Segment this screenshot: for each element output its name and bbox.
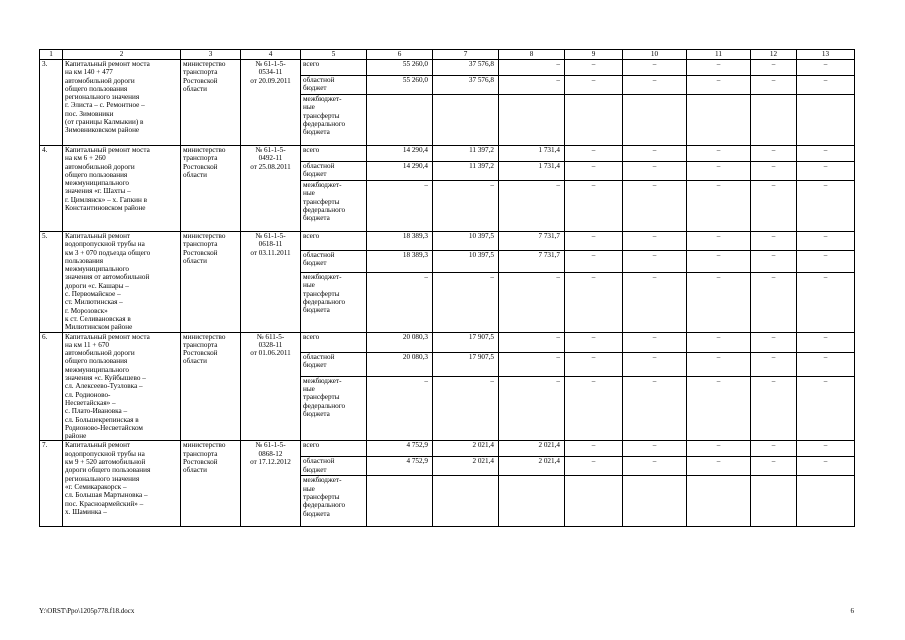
amount-cell (687, 95, 751, 146)
column-number-9: 9 (565, 50, 623, 60)
amount-cell: – (751, 146, 797, 162)
funding-source: межбюджет- ные трансферты федерального бюджета (301, 376, 367, 441)
amount-cell: – (751, 76, 797, 95)
row-number: 3. (40, 60, 63, 146)
amount-cell: – (623, 376, 687, 441)
amount-cell: 7 731,7 (499, 250, 565, 272)
amount-cell: 17 907,5 (433, 332, 499, 352)
amount-cell: – (499, 181, 565, 232)
amount-cell: – (797, 76, 855, 95)
page-footer (39, 607, 854, 615)
amount-cell: – (499, 352, 565, 376)
column-number-4: 4 (241, 50, 301, 60)
amount-cell: – (797, 146, 855, 162)
amount-cell: – (433, 272, 499, 332)
amount-cell: – (565, 76, 623, 95)
amount-cell: 1 731,4 (499, 162, 565, 181)
amount-cell: – (499, 376, 565, 441)
amount-cell: – (797, 332, 855, 352)
funding-source: всего (301, 232, 367, 251)
amount-cell: – (751, 60, 797, 76)
amount-cell: – (623, 181, 687, 232)
amount-cell: – (687, 162, 751, 181)
amount-cell: – (751, 376, 797, 441)
amount-cell: – (687, 146, 751, 162)
amount-cell (623, 476, 687, 527)
amount-cell: 1 731,4 (499, 146, 565, 162)
expertise-doc: № 611-5- 0328-11 от 01.06.2011 (241, 332, 301, 441)
customer-org: министерство транспорта Ростовской области (181, 60, 241, 146)
amount-cell: – (565, 146, 623, 162)
amount-cell: 7 731,7 (499, 232, 565, 251)
amount-cell (565, 476, 623, 527)
amount-cell (367, 95, 433, 146)
amount-cell: – (499, 272, 565, 332)
funding-source: межбюджет- ные трансферты федерального бюджета (301, 181, 367, 232)
amount-cell: 55 260,0 (367, 76, 433, 95)
budget-table (39, 49, 855, 527)
amount-cell: 37 576,8 (433, 76, 499, 95)
amount-cell: 37 576,8 (433, 60, 499, 76)
amount-cell (433, 476, 499, 527)
amount-cell: – (565, 232, 623, 251)
column-number-6: 6 (367, 50, 433, 60)
amount-cell: – (751, 162, 797, 181)
amount-cell: – (623, 232, 687, 251)
funding-source: областной бюджет (301, 457, 367, 476)
customer-org: министерство транспорта Ростовской области (181, 332, 241, 441)
funding-source: межбюджет- ные трансферты федерального бюджета (301, 476, 367, 527)
amount-cell: 11 397,2 (433, 162, 499, 181)
amount-cell: – (623, 272, 687, 332)
file-path: Y:\ORST\Ppo\1205p778.f18.docx (39, 607, 135, 615)
amount-cell: 4 752,9 (367, 441, 433, 457)
column-number-3: 3 (181, 50, 241, 60)
amount-cell: 10 397,5 (433, 250, 499, 272)
funding-source: областной бюджет (301, 76, 367, 95)
funding-source: всего (301, 146, 367, 162)
amount-cell: – (565, 332, 623, 352)
amount-cell: 2 021,4 (433, 457, 499, 476)
amount-cell: 14 290,4 (367, 162, 433, 181)
amount-cell: – (687, 457, 751, 476)
amount-cell: – (687, 272, 751, 332)
amount-cell: – (565, 441, 623, 457)
funding-source: всего (301, 332, 367, 352)
amount-cell: 2 021,4 (499, 441, 565, 457)
amount-cell: – (623, 76, 687, 95)
amount-cell: – (499, 60, 565, 76)
amount-cell: – (687, 352, 751, 376)
amount-cell: – (565, 250, 623, 272)
amount-cell: – (623, 162, 687, 181)
amount-cell: – (623, 60, 687, 76)
amount-cell: – (499, 332, 565, 352)
customer-org: министерство транспорта Ростовской области (181, 441, 241, 527)
amount-cell (797, 476, 855, 527)
amount-cell: – (797, 181, 855, 232)
amount-cell: – (751, 457, 797, 476)
amount-cell: – (797, 272, 855, 332)
funding-source: областной бюджет (301, 250, 367, 272)
amount-cell: – (433, 181, 499, 232)
budget-table-sheet (39, 49, 855, 527)
amount-cell (565, 95, 623, 146)
amount-cell: – (565, 457, 623, 476)
column-number-7: 7 (433, 50, 499, 60)
amount-cell: – (751, 441, 797, 457)
amount-cell: – (499, 76, 565, 95)
table-row (40, 332, 855, 352)
funding-source: межбюджет- ные трансферты федерального бюджета (301, 95, 367, 146)
amount-cell (367, 476, 433, 527)
column-number-2: 2 (63, 50, 181, 60)
funding-source: всего (301, 441, 367, 457)
amount-cell: – (687, 76, 751, 95)
amount-cell: – (623, 250, 687, 272)
object-name: Капитальный ремонт моста на км 140 + 477 автомобильной дороги общего пользования регионального значения г. Элиста – с. Ремонтное – пос. Зимовники (от границы Калмыкии) в Зимовниковском районе (63, 60, 181, 146)
amount-cell: – (797, 250, 855, 272)
amount-cell: 18 389,3 (367, 250, 433, 272)
expertise-doc: № 61-1-5- 0492-11 от 25.08.2011 (241, 146, 301, 232)
amount-cell: – (367, 272, 433, 332)
amount-cell (751, 95, 797, 146)
amount-cell: 2 021,4 (433, 441, 499, 457)
amount-cell: – (687, 332, 751, 352)
column-number-10: 10 (623, 50, 687, 60)
funding-source: межбюджет- ные трансферты федерального бюджета (301, 272, 367, 332)
amount-cell: – (797, 352, 855, 376)
amount-cell: – (687, 60, 751, 76)
row-number: 4. (40, 146, 63, 232)
amount-cell: – (797, 441, 855, 457)
amount-cell: – (565, 272, 623, 332)
table-row (40, 232, 855, 251)
expertise-doc: № 61-1-5- 0618-11 от 03.11.2011 (241, 232, 301, 333)
amount-cell: – (565, 352, 623, 376)
amount-cell: – (623, 457, 687, 476)
amount-cell: – (687, 441, 751, 457)
amount-cell: 20 080,3 (367, 332, 433, 352)
amount-cell (499, 95, 565, 146)
amount-cell: 14 290,4 (367, 146, 433, 162)
table-row (40, 146, 855, 162)
amount-cell: – (367, 181, 433, 232)
page-number: 6 (850, 607, 854, 615)
amount-cell: 11 397,2 (433, 146, 499, 162)
amount-cell: – (565, 162, 623, 181)
amount-cell: 18 389,3 (367, 232, 433, 251)
amount-cell: 17 907,5 (433, 352, 499, 376)
table-row (40, 60, 855, 76)
amount-cell: – (751, 250, 797, 272)
column-number-5: 5 (301, 50, 367, 60)
amount-cell: – (751, 181, 797, 232)
amount-cell: – (367, 376, 433, 441)
amount-cell: – (797, 232, 855, 251)
amount-cell: 4 752,9 (367, 457, 433, 476)
amount-cell: 10 397,5 (433, 232, 499, 251)
column-number-13: 13 (797, 50, 855, 60)
amount-cell: – (623, 352, 687, 376)
amount-cell: 20 080,3 (367, 352, 433, 376)
amount-cell (433, 95, 499, 146)
column-number-1: 1 (40, 50, 63, 60)
customer-org: министерство транспорта Ростовской области (181, 146, 241, 232)
customer-org: министерство транспорта Ростовской области (181, 232, 241, 333)
amount-cell: – (687, 181, 751, 232)
column-number-8: 8 (499, 50, 565, 60)
amount-cell: – (687, 232, 751, 251)
amount-cell: – (751, 332, 797, 352)
amount-cell: – (797, 376, 855, 441)
amount-cell: – (797, 457, 855, 476)
row-number: 6. (40, 332, 63, 441)
amount-cell (751, 476, 797, 527)
amount-cell: – (687, 250, 751, 272)
row-number: 7. (40, 441, 63, 527)
amount-cell: – (565, 181, 623, 232)
amount-cell: – (687, 376, 751, 441)
amount-cell: – (751, 232, 797, 251)
object-name: Капитальный ремонт моста на км 11 + 670 автомобильной дороги общего пользования межмуниципального значения «с. Куйбышево – сл. Алексеево-Тузловка – сл. Родионово- Несветайская» – с. Плато-Ивановка – сл. Большекрепинская в Родионово-Несветайском районе (63, 332, 181, 441)
amount-cell: – (565, 60, 623, 76)
funding-source: областной бюджет (301, 162, 367, 181)
object-name: Капитальный ремонт водопропускной трубы на км 3 + 070 подъезда общего пользования межмуниципального значения от автомобильной дороги «с. Кашары – с. Первомайское – ст. Милютинская – г. Морозовск» к ст. Селивановская в Милютинском районе (63, 232, 181, 333)
funding-source: областной бюджет (301, 352, 367, 376)
amount-cell: – (797, 162, 855, 181)
table-row (40, 441, 855, 457)
object-name: Капитальный ремонт моста на км 6 + 260 автомобильной дороги общего пользования межмуниципального значения «г. Шахты – г. Цимлянск» – х. Гапкин в Константиновском районе (63, 146, 181, 232)
funding-source: всего (301, 60, 367, 76)
amount-cell: – (623, 146, 687, 162)
amount-cell: – (565, 376, 623, 441)
expertise-doc: № 61-1-5- 0534-11 от 20.09.2011 (241, 60, 301, 146)
amount-cell (499, 476, 565, 527)
column-number-12: 12 (751, 50, 797, 60)
amount-cell: – (623, 441, 687, 457)
object-name: Капитальный ремонт водопропускной трубы на км 9 + 520 автомобильной дороги общего пользования регионального значения «г. Семикаракорск – сл. Большая Мартыновка – пос. Красноармейский» – х. Шаминка – (63, 441, 181, 527)
amount-cell (623, 95, 687, 146)
amount-cell: 2 021,4 (499, 457, 565, 476)
amount-cell: – (751, 352, 797, 376)
column-number-11: 11 (687, 50, 751, 60)
amount-cell: – (623, 332, 687, 352)
expertise-doc: № 61-1-5- 0868-12 от 17.12.2012 (241, 441, 301, 527)
header-row (40, 50, 855, 60)
amount-cell: – (751, 272, 797, 332)
row-number: 5. (40, 232, 63, 333)
amount-cell (687, 476, 751, 527)
amount-cell: – (797, 60, 855, 76)
amount-cell: 55 260,0 (367, 60, 433, 76)
amount-cell: – (433, 376, 499, 441)
amount-cell (797, 95, 855, 146)
